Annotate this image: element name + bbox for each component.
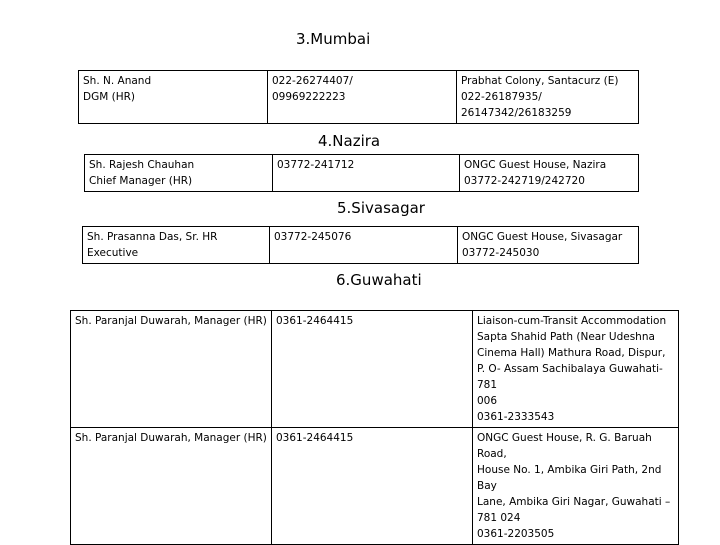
- section-title-guwahati: 6.Guwahati: [336, 271, 422, 289]
- table-row: [85, 155, 639, 192]
- contact-name: Sh. Rajesh Chauhan Chief Manager (HR): [85, 155, 273, 192]
- contact-table-mumbai: [78, 70, 639, 124]
- table-row: [83, 227, 639, 264]
- contact-name: Sh. Prasanna Das, Sr. HR Executive: [83, 227, 270, 264]
- accommodation-info: ONGC Guest House, Sivasagar 03772-245030: [458, 227, 639, 264]
- contact-table-sivasagar: [82, 226, 639, 264]
- accommodation-info: Liaison-cum-Transit Accommodation Sapta Shahid Path (Near Udeshna Cinema Hall) Mathura Road, Dispur, P. O- Assam Sachibalaya Guwahati-781 006 0361-2333543: [473, 311, 679, 428]
- section-title-mumbai: 3.Mumbai: [296, 30, 371, 48]
- contact-name: Sh. Paranjal Duwarah, Manager (HR): [71, 311, 272, 428]
- accommodation-info: ONGC Guest House, Nazira 03772-242719/242720: [460, 155, 639, 192]
- accommodation-info: ONGC Guest House, R. G. Baruah Road, House No. 1, Ambika Giri Path, 2nd Bay Lane, Ambika Giri Nagar, Guwahati – 781 024 0361-2203505: [473, 428, 679, 545]
- table-row: [71, 428, 679, 545]
- contact-phone: 0361-2464415: [272, 311, 473, 428]
- contact-phone: 0361-2464415: [272, 428, 473, 545]
- contact-table-nazira: [84, 154, 639, 192]
- contact-table-guwahati: [70, 310, 679, 545]
- table-row: [71, 311, 679, 428]
- contact-phone: 022-26274407/ 09969222223: [268, 71, 457, 124]
- contact-phone: 03772-241712: [273, 155, 460, 192]
- accommodation-info: Prabhat Colony, Santacurz (E) 022-26187935/ 26147342/26183259: [457, 71, 639, 124]
- contact-name: Sh. N. Anand DGM (HR): [79, 71, 268, 124]
- section-title-sivasagar: 5.Sivasagar: [337, 199, 425, 217]
- contact-phone: 03772-245076: [270, 227, 458, 264]
- table-row: [79, 71, 639, 124]
- section-title-nazira: 4.Nazira: [318, 132, 381, 150]
- contact-name: Sh. Paranjal Duwarah, Manager (HR): [71, 428, 272, 545]
